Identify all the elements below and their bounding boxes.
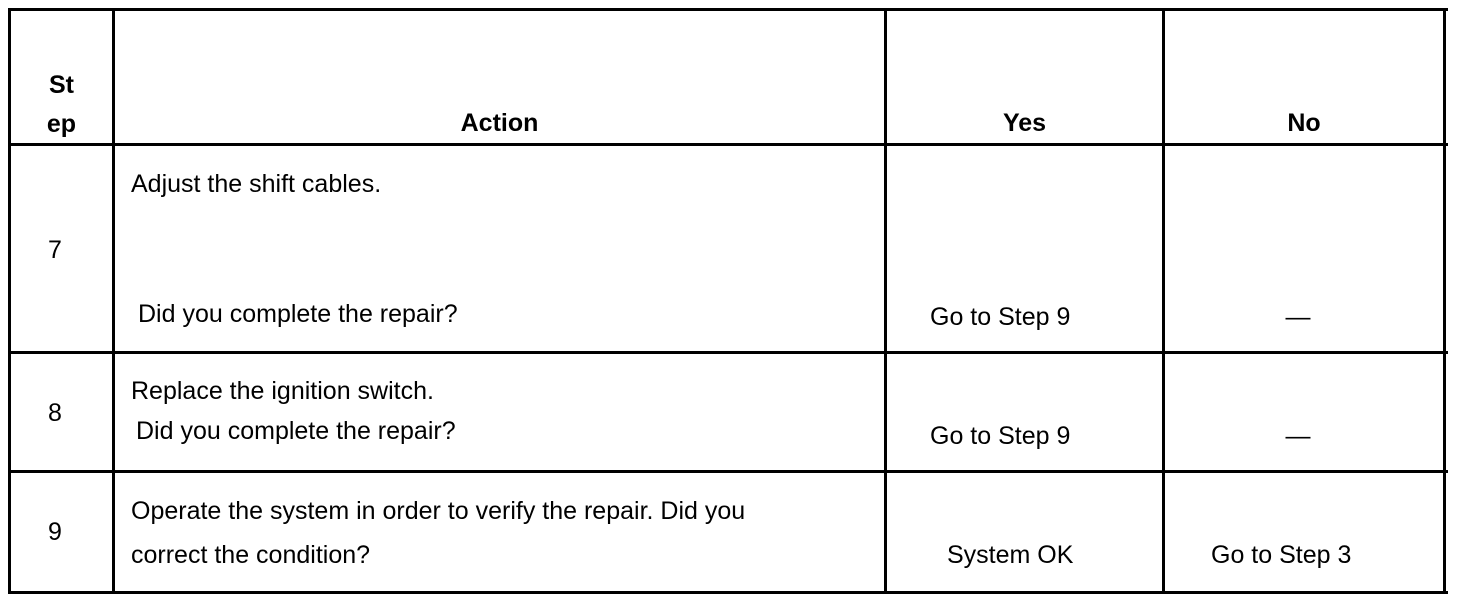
header-step-line2: ep — [46, 110, 77, 138]
row-action-question: Did you complete the repair? — [138, 300, 458, 328]
column-divider — [112, 8, 115, 594]
row-action-question: correct the condition? — [131, 541, 371, 569]
table-border-bottom — [8, 591, 1448, 594]
header-yes: Yes — [1002, 109, 1047, 137]
row-step-number: 7 — [48, 236, 62, 264]
row-divider — [8, 143, 1448, 146]
row-yes-result: System OK — [947, 541, 1074, 569]
row-no-result: — — [1285, 422, 1311, 450]
row-divider — [8, 351, 1448, 354]
row-step-number: 9 — [48, 518, 62, 546]
row-yes-result: Go to Step 9 — [930, 303, 1071, 331]
header-action: Action — [460, 109, 539, 137]
row-no-result: Go to Step 3 — [1211, 541, 1352, 569]
row-action-instruction: Replace the ignition switch. — [131, 377, 434, 405]
row-action-question: Did you complete the repair? — [136, 417, 456, 445]
header-step-line1: St — [49, 71, 74, 99]
column-divider — [884, 8, 887, 594]
row-action-instruction: Operate the system in order to verify the repair. Did you — [131, 497, 746, 525]
row-yes-result: Go to Step 9 — [930, 422, 1071, 450]
row-action-instruction: Adjust the shift cables. — [131, 170, 382, 198]
table-border-right — [1443, 8, 1446, 594]
row-step-number: 8 — [48, 399, 62, 427]
table-border-top — [8, 8, 1448, 11]
header-no: No — [1287, 109, 1321, 137]
row-divider — [8, 470, 1448, 473]
row-no-result: — — [1285, 303, 1311, 331]
column-divider — [1162, 8, 1165, 594]
